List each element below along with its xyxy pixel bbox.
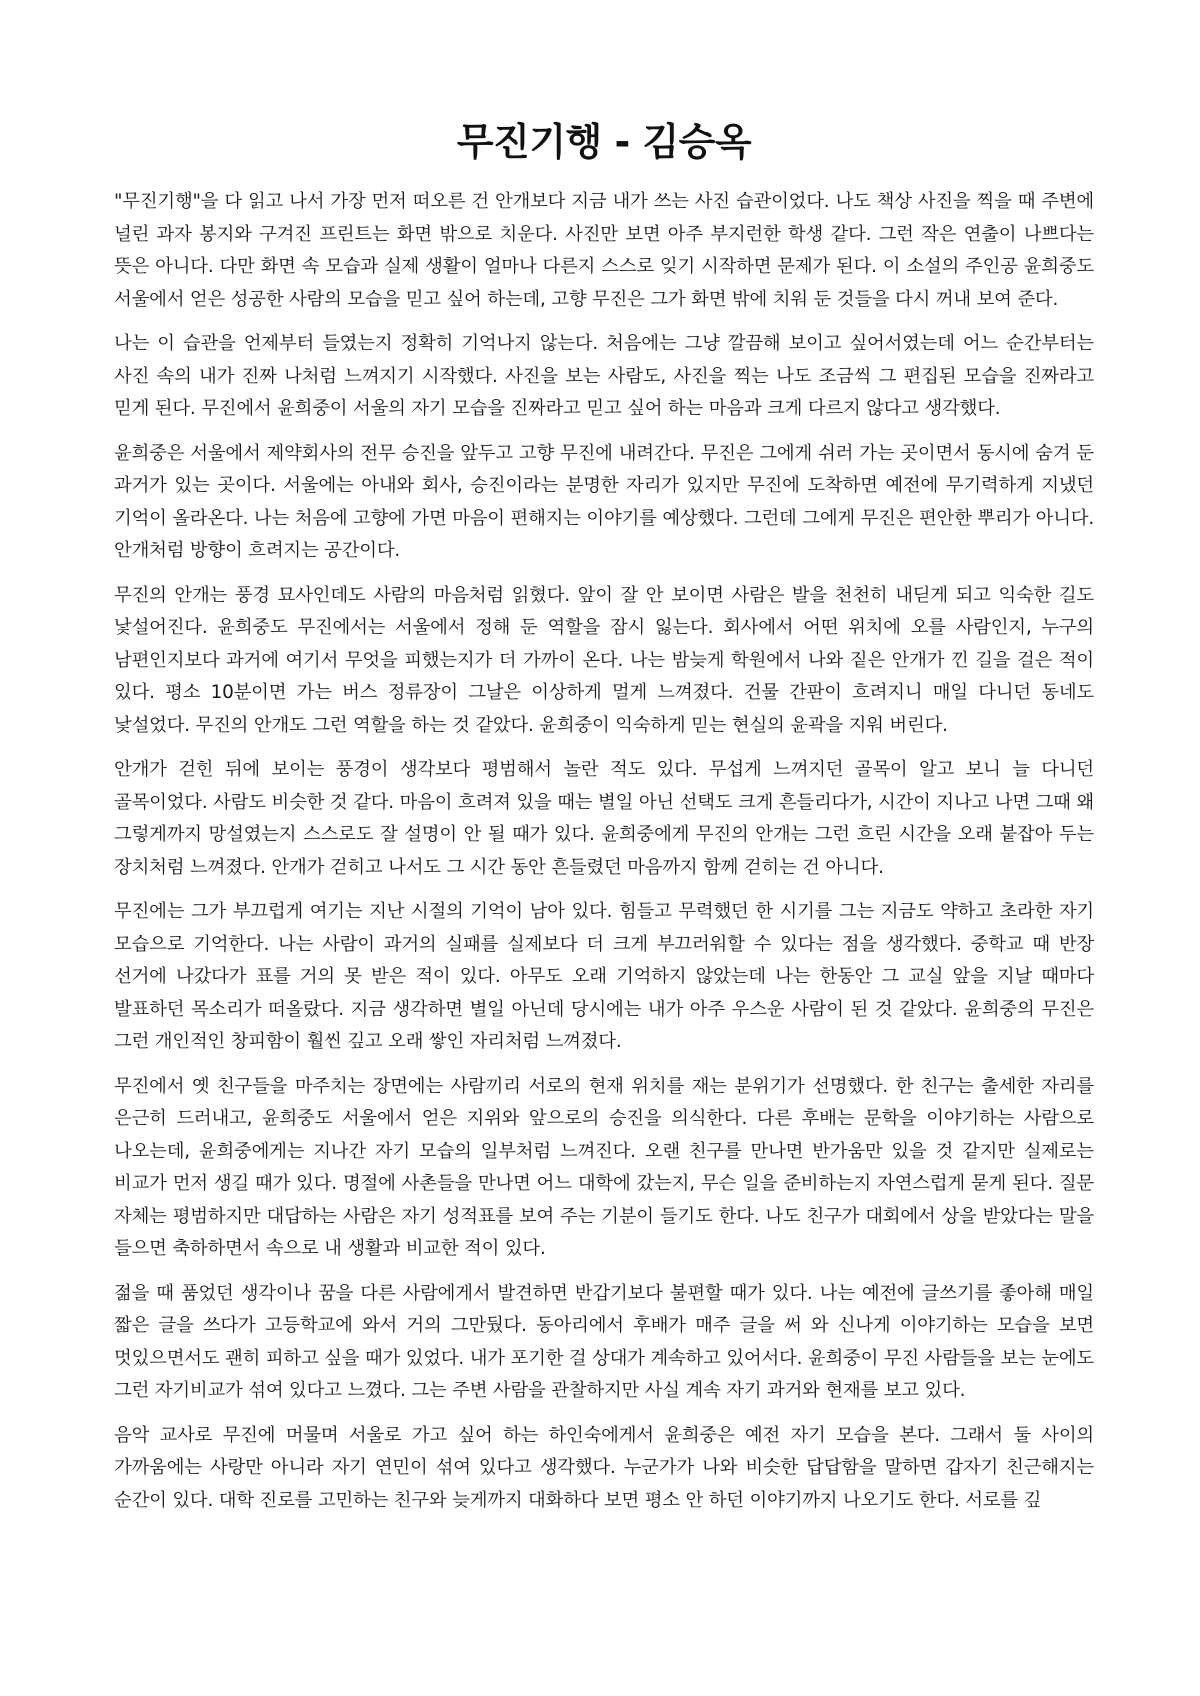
body-paragraph: 안개가 걷힌 뒤에 보이는 풍경이 생각보다 평범해서 놀란 적도 있다. 무섭게 느껴지던 골목이 알고 보니 늘 다니던 골목이었다. 사람도 비슷한 것 같다. 마음이 흐려져 있을 때는 별일 아닌 선택도 크게 흔들리다가, 시간이 지나고 나면 그때 왜 그렇게까지 망설였는지 스스로도 잘 설명이 안 될 때가 있다. 윤희중에게 무진의 안개는 그런 흐린 시간을 오래 붙잡아 두는 장치처럼 느껴졌다. 안개가 걷히고 나서도 그 시간 동안 흔들렸던 마음까지 함께 걷히는 건 아니다.	[114, 759, 1094, 878]
document-body	[114, 186, 1094, 1517]
body-paragraph: 젊을 때 품었던 생각이나 꿈을 다른 사람에게서 발견하면 반갑기보다 불편할 때가 있다. 나는 예전에 글쓰기를 좋아해 매일 짧은 글을 쓰다가 고등학교에 와서 거의 그만뒀다. 동아리에서 후배가 매주 글을 써 와 신나게 이야기하는 모습을 보면 멋있으면서도 괜히 피하고 싶을 때가 있었다. 내가 포기한 걸 상대가 계속하고 있어서다. 윤희중이 무진 사람들을 보는 눈에도 그런 자기비교가 섞여 있다고 느꼈다. 그는 주변 사람을 관찰하지만 사실 계속 자기 과거와 현재를 보고 있다.	[114, 1282, 1094, 1401]
document-title: 무진기행 - 김승옥	[456, 120, 752, 164]
body-paragraph: 무진에서 옛 친구들을 마주치는 장면에는 사람끼리 서로의 현재 위치를 재는 분위기가 선명했다. 한 친구는 출세한 자리를 은근히 드러내고, 윤희중도 서울에서 얻은 지위와 앞으로의 승진을 의식한다. 다른 후배는 문학을 이야기하는 사람으로 나오는데, 윤희중에게는 지나간 자기 모습의 일부처럼 느껴진다. 오랜 친구를 만나면 반가움만 있을 것 같지만 실제로는 비교가 먼저 생길 때가 있다. 명절에 사촌들을 만나면 어느 대학에 갔는지, 무슨 일을 준비하는지 자연스럽게 묻게 된다. 질문 자체는 평범하지만 대답하는 사람은 자기 성적표를 보여 주는 기분이 들기도 한다. 나도 친구가 대회에서 상을 받았다는 말을 들으면 축하하면서 속으로 내 생활과 비교한 적이 있다.	[114, 1075, 1094, 1259]
body-paragraph: 무진의 안개는 풍경 묘사인데도 사람의 마음처럼 읽혔다. 앞이 잘 안 보이면 사람은 발을 천천히 내딛게 되고 익숙한 길도 낯설어진다. 윤희중도 무진에서는 서울에서 정해 둔 역할을 잠시 잃는다. 회사에서 어떤 위치에 오를 사람인지, 누구의 남편인지보다 과거에 여기서 무엇을 피했는지가 더 가까이 온다. 나는 밤늦게 학원에서 나와 짙은 안개가 낀 길을 걸은 적이 있다. 평소 10분이면 가는 버스 정류장이 그날은 이상하게 멀게 느껴졌다. 건물 간판이 흐려지니 매일 다니던 동네도 낯설었다. 무진의 안개도 그런 역할을 하는 것 같았다. 윤희중이 익숙하게 믿는 현실의 윤곽을 지워 버린다.	[114, 584, 1094, 736]
body-paragraph: "무진기행"을 다 읽고 나서 가장 먼저 떠오른 건 안개보다 지금 내가 쓰는 사진 습관이었다. 나도 책상 사진을 찍을 때 주변에 널린 과자 봉지와 구겨진 프린트는 화면 밖으로 치운다. 사진만 보면 아주 부지런한 학생 같다. 그런 작은 연출이 나쁘다는 뜻은 아니다. 다만 화면 속 모습과 실제 생활이 얼마나 다른지 스스로 잊기 시작하면 문제가 된다. 이 소설의 주인공 윤희중도 서울에서 얻은 성공한 사람의 모습을 믿고 싶어 하는데, 고향 무진은 그가 화면 밖에 치워 둔 것들을 다시 꺼내 보여 준다.	[114, 191, 1094, 310]
body-paragraph: 무진에는 그가 부끄럽게 여기는 지난 시절의 기억이 남아 있다. 힘들고 무력했던 한 시기를 그는 지금도 약하고 초라한 자기 모습으로 기억한다. 나는 사람이 과거의 실패를 실제보다 더 크게 부끄러워할 수 있다는 점을 생각했다. 중학교 때 반장 선거에 나갔다가 표를 거의 못 받은 적이 있다. 아무도 오래 기억하지 않았는데 나는 한동안 그 교실 앞을 지날 때마다 발표하던 목소리가 떠올랐다. 지금 생각하면 별일 아닌데 당시에는 내가 아주 우스운 사람이 된 것 같았다. 윤희중의 무진은 그런 개인적인 창피함이 훨씬 깊고 오래 쌓인 자리처럼 느껴졌다.	[114, 901, 1094, 1052]
body-paragraph: 윤희중은 서울에서 제약회사의 전무 승진을 앞두고 고향 무진에 내려간다. 무진은 그에게 쉬러 가는 곳이면서 동시에 숨겨 둔 과거가 있는 곳이다. 서울에는 아내와 회사, 승진이라는 분명한 자리가 있지만 무진에 도착하면 예전에 무기력하게 지냈던 기억이 올라온다. 나는 처음에 고향에 가면 마음이 편해지는 이야기를 예상했다. 그런데 그에게 무진은 편안한 뿌리가 아니다. 안개처럼 방향이 흐려지는 공간이다.	[114, 442, 1094, 561]
body-paragraph: 나는 이 습관을 언제부터 들였는지 정확히 기억나지 않는다. 처음에는 그냥 깔끔해 보이고 싶어서였는데 어느 순간부터는 사진 속의 내가 진짜 나처럼 느껴지기 시작했다. 사진을 보는 사람도, 사진을 찍는 나도 조금씩 그 편집된 모습을 진짜라고 믿게 된다. 무진에서 윤희중이 서울의 자기 모습을 진짜라고 믿고 싶어 하는 마음과 크게 다르지 않다고 생각했다.	[114, 333, 1094, 419]
body-paragraph: 음악 교사로 무진에 머물며 서울로 가고 싶어 하는 하인숙에게서 윤희중은 예전 자기 모습을 본다. 그래서 둘 사이의 가까움에는 사랑만 아니라 자기 연민이 섞여 있다고 생각했다. 누군가가 나와 비슷한 답답함을 말하면 갑자기 친근해지는 순간이 있다. 대학 진로를 고민하는 친구와 늦게까지 대화하다 보면 평소 안 하던 이야기까지 나오기도 한다. 서로를 깊	[114, 1424, 1094, 1511]
